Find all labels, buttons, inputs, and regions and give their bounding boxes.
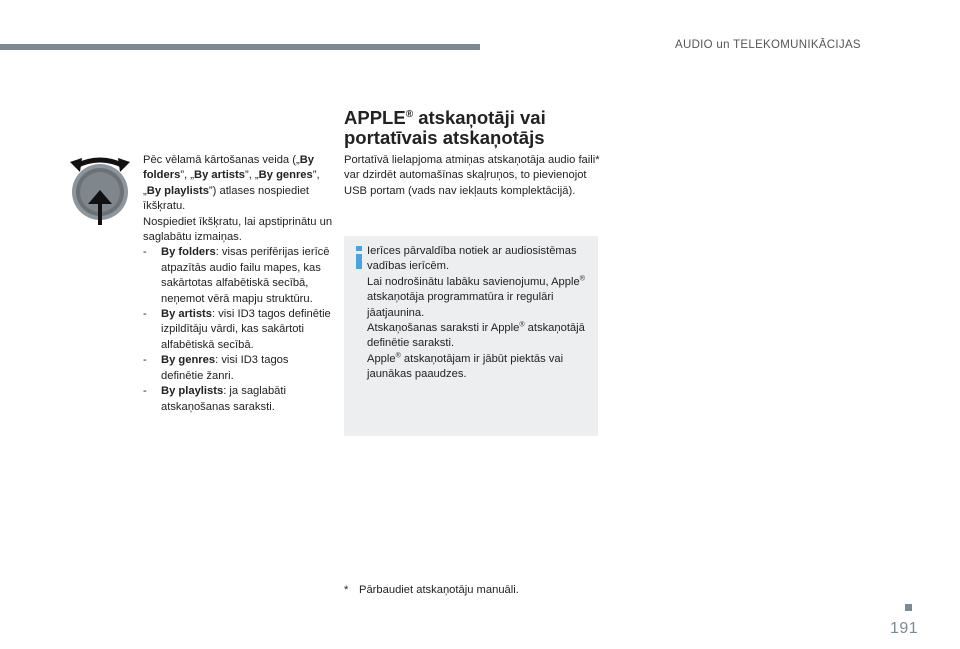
section-heading: APPLE® atskaņotāji vai portatīvais atskaņotājs <box>344 107 546 148</box>
list-item: - By genres: visi ID3 tagos definētie žanri. <box>143 354 289 382</box>
list-item: - By folders: visas perifērijas ierīcē atpazītās audio failu mapes, kas sakārtotas alfabētiskā secībā, neņemot vērā mapju struktūru. <box>143 246 330 305</box>
option-by-folders: By folders <box>143 154 315 182</box>
note-text: Ierīces pārvaldība notiek ar audiosistēmas vadības ierīcēm. Lai nodrošinātu labāku savienojumu, Apple® atskaņotāja programmatūra ir regulāri jāatjaunina. Atskaņošanas saraksti ir Apple® atskaņotājā definētie saraksti. Apple® atskaņotājam ir jābūt piektās vai jaunākas paaudzes. <box>367 245 585 381</box>
thumbwheel-icon <box>68 152 132 228</box>
body-paragraph: Portatīvā lielapjoma atmiņas atskaņotāja audio faili* var dzirdēt automašīnas skaļruņos, to pievienojot USB portam (vads nav iekļauts komplektācijā). <box>344 154 600 197</box>
list-item: - By playlists: ja saglabāti atskaņošanas saraksti. <box>143 385 287 413</box>
page-number: 191 <box>890 620 919 637</box>
option-by-playlists: By playlists <box>146 184 209 197</box>
footnote: * Pārbaudiet atskaņotāju manuāli. <box>344 584 519 596</box>
header-bar <box>0 44 480 50</box>
info-note-box <box>344 236 598 436</box>
section-title: AUDIO un TELEKOMUNIKĀCIJAS <box>675 39 861 51</box>
sorting-instruction: Pēc vēlamā kārtošanas veida („By folders”, „By artists”, „By genres”, „By playlists”) atlases nospiediet īkšķratu. <box>143 154 320 213</box>
list-item: - By artists: visi ID3 tagos definētie izpildītāju vārdi, kas sakārtoti alfabētiskā secībā. <box>143 308 331 351</box>
option-by-genres: By genres <box>258 169 313 182</box>
info-icon <box>352 244 366 270</box>
page-marker <box>905 604 912 611</box>
confirm-instruction: Nospiediet īkšķratu, lai apstiprinātu un saglabātu izmaiņas. <box>143 215 333 244</box>
left-column <box>143 153 333 415</box>
option-by-artists: By artists <box>193 169 245 182</box>
sort-options-list <box>143 245 333 414</box>
